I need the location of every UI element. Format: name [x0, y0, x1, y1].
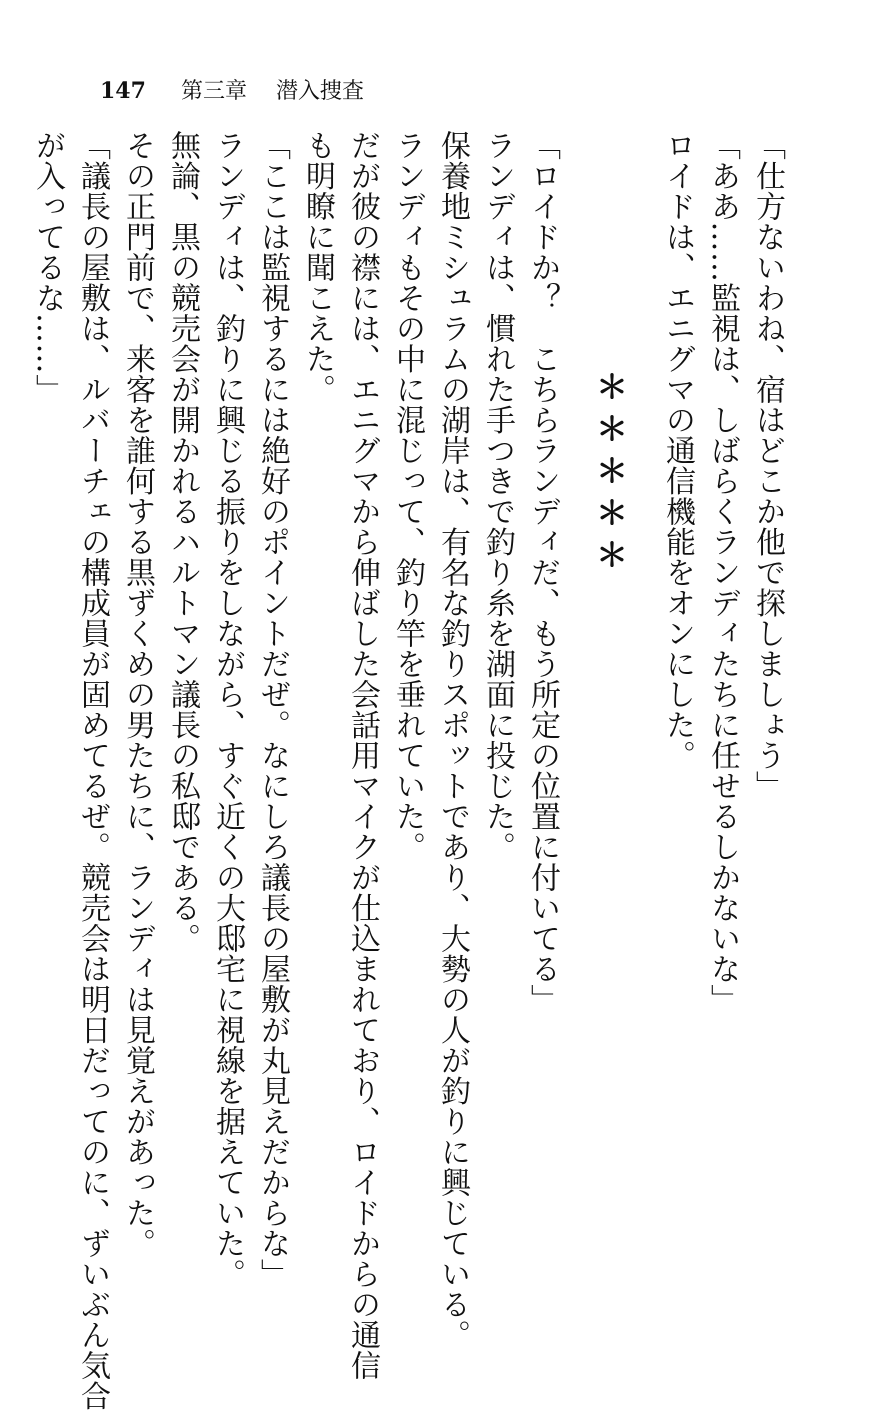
text-line: 無論、黒の競売会が開かれるハルトマン議長の私邸である。	[165, 130, 200, 954]
chapter-title: 潜入捜査	[275, 79, 364, 104]
text-line: だが彼の襟には、エニグマから伸ばした会話用マイクが仕込まれており、ロイドからの通信	[345, 130, 380, 1381]
text-line: が入ってるな……」	[30, 130, 65, 405]
text-line: 「仕方ないわね、宿はどこか他で探しましょう」	[750, 130, 785, 801]
text-line: ランディもその中に混じって、釣り竿を垂れていた。	[390, 130, 425, 862]
text-line: 「ああ……監視は、しばらくランディたちに任せるしかないな」	[705, 130, 740, 1015]
text-line: ランディは、釣りに興じる振りをしながら、すぐ近くの大邸宅に視線を据えていた。	[210, 130, 245, 1289]
running-header	[100, 74, 364, 105]
text-line: ロイドは、エニグマの通信機能をオンにした。	[660, 130, 695, 771]
text-line: その正門前で、来客を誰何する黒ずくめの男たちに、ランディは見覚えがあった。	[120, 130, 155, 1259]
page-number: 147	[100, 78, 146, 104]
vertical-body-text	[30, 130, 790, 1411]
section-break: ＊＊＊＊＊	[591, 370, 629, 580]
text-line: 「ここは監視するには絶好のポイントだぜ。なにしろ議長の屋敷が丸見えだからな」	[255, 130, 290, 1289]
chapter-label: 第三章	[180, 79, 247, 104]
text-line: 保養地ミシュラムの湖岸は、有名な釣りスポットであり、大勢の人が釣りに興じている。	[435, 130, 470, 1350]
text-line: ランディは、慣れた手つきで釣り糸を湖面に投じた。	[480, 130, 515, 862]
text-line: 「議長の屋敷は、ルバーチェの構成員が固めてるぜ。競売会は明日だってのに、ずいぶん気合	[75, 130, 110, 1411]
text-line: 「ロイドか？ こちらランディだ、もう所定の位置に付いてる」	[525, 130, 560, 1015]
text-line: も明瞭に聞こえた。	[300, 130, 335, 405]
